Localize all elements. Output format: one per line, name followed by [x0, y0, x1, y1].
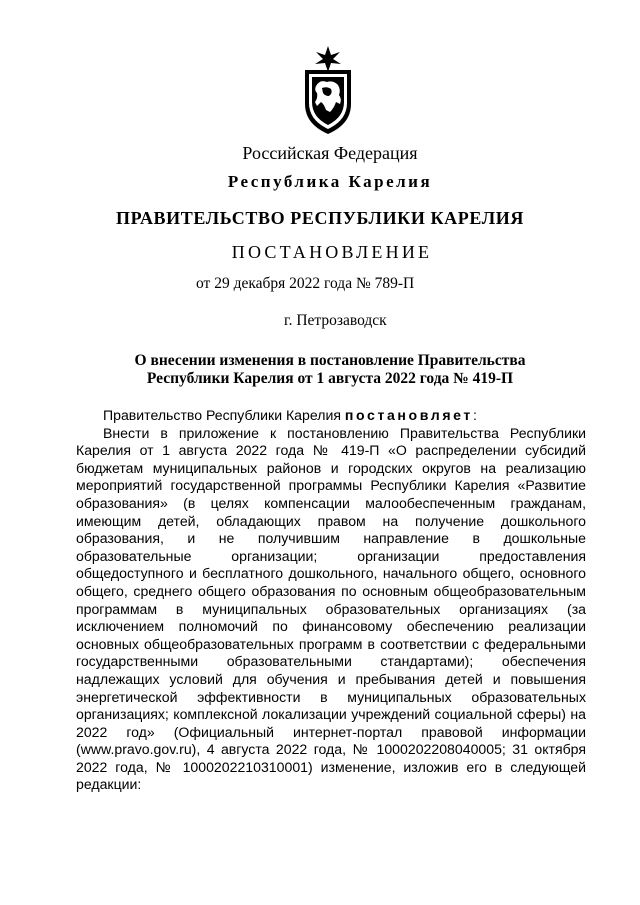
- decree-date-number: от 29 декабря 2022 года № 789-П: [196, 275, 415, 292]
- main-paragraph: Внести в приложение к постановлению Правительства Республики Карелия от 1 августа 2022 года № 419-П «О распределении субсидий бюджетам муниципальных районов и городских округов на реализацию мероприятий государственной программы Республики Карелия «Развитие образования» (в целях компенсации малообеспеченным гражданам, имеющим детей, обладающих правом на получение дошкольного образования, и не получившим направление в дошкольные образовательные организации; организации предоставления общедоступного и бесплатного дошкольного, начального общего, основного общего, среднего общего образования по основным общеобразовательным программам в муниципальных образовательных организациях (за исключением полномочий по финансовому обеспечению реализации основных общеобразовательных программ в соответствии с федеральными государственными образовательными стандартами); обеспечения надлежащих условий для обучения и пребывания детей и повышения энергетической эффективности в муниципальных образовательных организациях; комплексной локализации учреждений социальной сферы) на 2022 год» (Официальный интернет-портал правовой информации (www.pravo.gov.ru), 4 августа 2022 года, № 1000202208040005; 31 октября 2022 года, № 1000202210310001) изменение, изложив его в следующей редакции:: [76, 424, 586, 793]
- government-title: ПРАВИТЕЛЬСТВО РЕСПУБЛИКИ КАРЕЛИЯ: [116, 208, 524, 228]
- decree-body: [76, 407, 586, 794]
- republic-name: Республика Карелия: [227, 172, 433, 191]
- intro-paragraph: [76, 407, 586, 425]
- subject-line-2: Республики Карелия от 1 августа 2022 года № 419-П: [146, 370, 514, 387]
- country-name: Российская Федерация: [242, 143, 418, 163]
- intro-prefix: Правительство Республики Карелия: [103, 407, 345, 423]
- intro-suffix: :: [472, 407, 477, 423]
- karelia-coat-of-arms-icon: [300, 46, 356, 136]
- subject-line-1: О внесении изменения в постановление Правительства: [134, 352, 526, 369]
- intro-verb: постановляет: [344, 407, 473, 423]
- decree-subject: [100, 352, 560, 388]
- city-name: г. Петрозаводск: [284, 312, 387, 329]
- document-type: ПОСТАНОВЛЕНИЕ: [231, 242, 433, 262]
